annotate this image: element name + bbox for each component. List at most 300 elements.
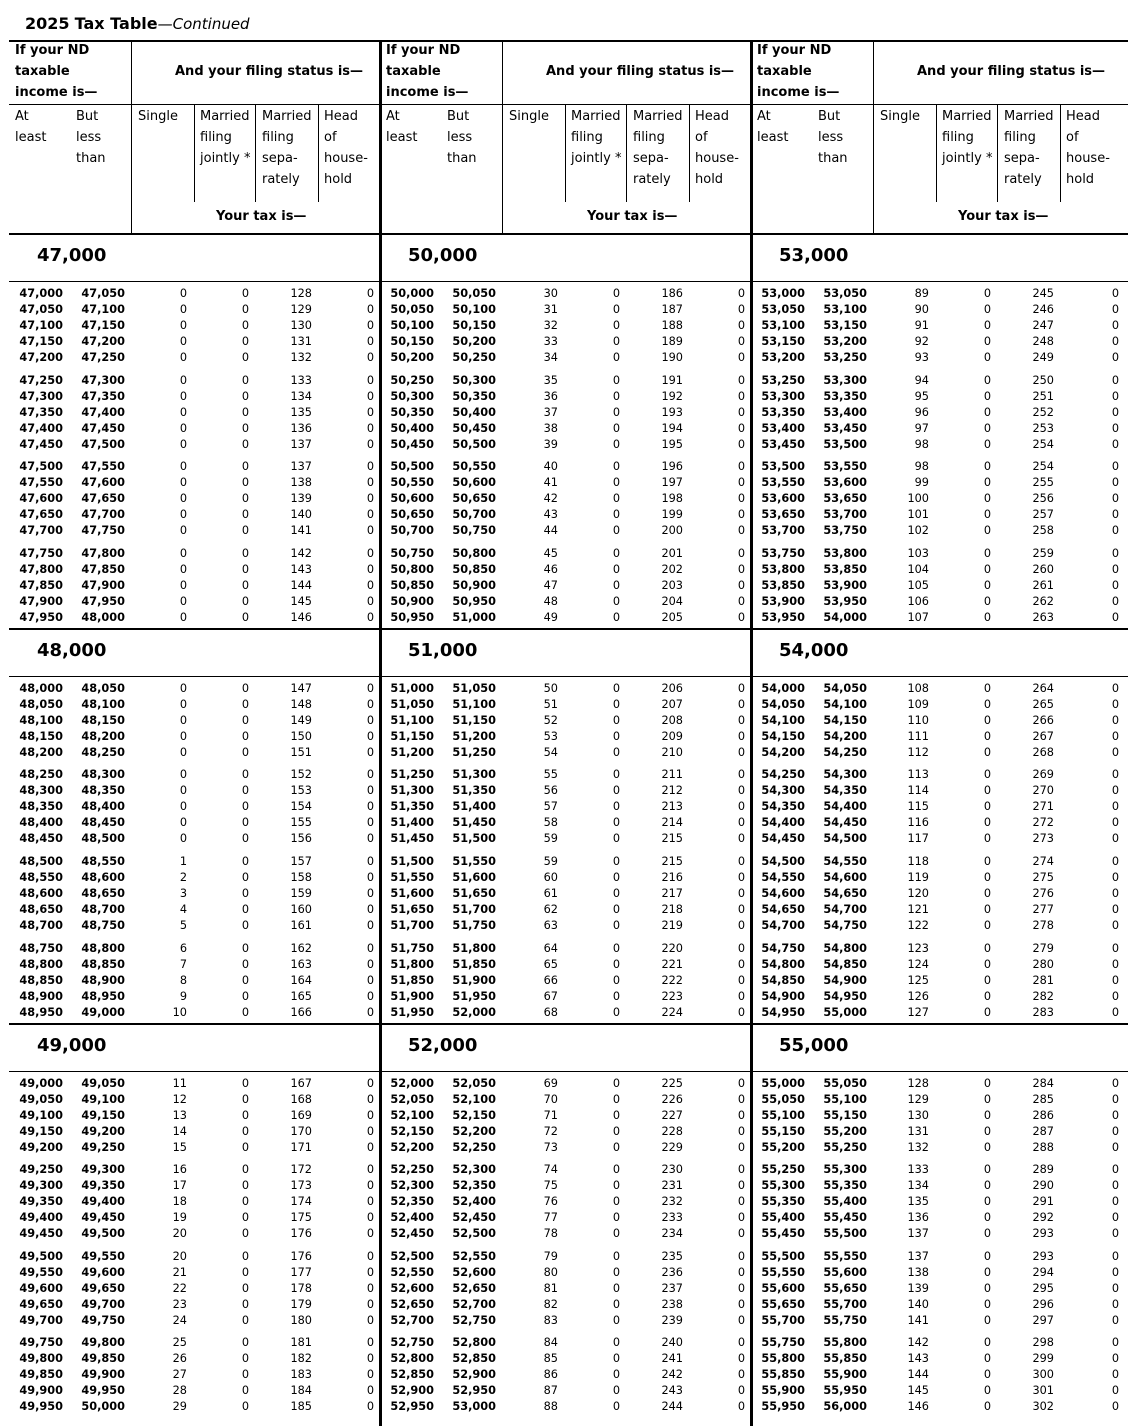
single-tax-cell: 0 [179,287,187,300]
married-jointly-tax-cell: 0 [612,422,620,435]
at-least-cell: 47,800 [19,563,63,576]
married-separately-tax-cell: 209 [661,730,683,743]
at-least-cell: 52,300 [390,1179,434,1192]
at-least-cell: 48,350 [19,800,63,813]
but-less-cell: 50,750 [452,524,496,537]
at-least-cell: 47,400 [19,422,63,435]
table-row [9,578,380,594]
single-tax-cell: 0 [179,800,187,813]
married-separately-tax-cell: 170 [290,1125,312,1138]
at-least-cell: 47,550 [19,476,63,489]
married-jointly-tax-cell: 0 [241,887,249,900]
at-least-cell: 47,450 [19,438,63,451]
head-of-household-tax-cell: 0 [366,563,374,576]
single-tax-cell: 88 [543,1400,558,1413]
head-of-household-header: house- [695,151,739,166]
but-less-cell: 51,800 [452,942,496,955]
married-separately-header: filing [1004,130,1036,145]
income-header: income is— [15,85,98,100]
single-tax-cell: 28 [172,1384,187,1397]
table-row [380,1092,751,1108]
head-of-household-tax-cell: 0 [366,1368,374,1381]
table-row [751,373,1128,389]
at-least-cell: 47,100 [19,319,63,332]
married-jointly-tax-cell: 0 [983,816,991,829]
head-of-household-tax-cell: 0 [737,1109,745,1122]
head-of-household-tax-cell: 0 [737,351,745,364]
but-less-cell: 48,350 [81,784,125,797]
table-row [9,405,380,421]
but-less-cell: 52,250 [452,1141,496,1154]
married-separately-tax-cell: 188 [661,319,683,332]
but-less-cell: 49,900 [81,1368,125,1381]
married-separately-tax-cell: 197 [661,476,683,489]
married-separately-tax-cell: 296 [1032,1298,1054,1311]
head-of-household-tax-cell: 0 [1111,1077,1119,1090]
married-jointly-tax-cell: 0 [241,460,249,473]
head-of-household-tax-cell: 0 [1111,460,1119,473]
at-least-cell: 49,450 [19,1227,63,1240]
but-less-cell: 55,550 [823,1250,867,1263]
column-divider [997,104,998,202]
head-of-household-tax-cell: 0 [1111,508,1119,521]
but-less-cell: 48,600 [81,871,125,884]
married-jointly-tax-cell: 0 [241,816,249,829]
table-row [751,1092,1128,1108]
table-row [751,1265,1128,1281]
head-of-household-tax-cell: 0 [737,768,745,781]
single-tax-cell: 86 [543,1368,558,1381]
married-jointly-tax-cell: 0 [612,508,620,521]
married-jointly-tax-cell: 0 [983,1368,991,1381]
but-less-cell: 53,350 [823,390,867,403]
head-of-household-tax-cell: 0 [737,1125,745,1138]
but-less-cell: 47,850 [81,563,125,576]
table-row [9,507,380,523]
married-separately-tax-cell: 251 [1032,390,1054,403]
single-tax-cell: 22 [172,1282,187,1295]
head-of-household-tax-cell: 0 [1111,682,1119,695]
but-less-cell: 54,900 [823,974,867,987]
at-least-cell: 47,000 [19,287,63,300]
married-jointly-tax-cell: 0 [612,800,620,813]
married-jointly-tax-cell: 0 [241,508,249,521]
table-row [9,475,380,491]
but-less-cell: 51,750 [452,919,496,932]
at-least-cell: 47,900 [19,595,63,608]
married-jointly-tax-cell: 0 [983,1195,991,1208]
married-jointly-tax-cell: 0 [241,1006,249,1019]
married-separately-tax-cell: 152 [290,768,312,781]
married-separately-tax-cell: 211 [661,768,683,781]
married-jointly-tax-cell: 0 [241,1195,249,1208]
married-jointly-header: filing [571,130,603,145]
head-of-household-tax-cell: 0 [1111,579,1119,592]
head-of-household-tax-cell: 0 [1111,1266,1119,1279]
head-of-household-tax-cell: 0 [366,800,374,813]
married-jointly-tax-cell: 0 [612,746,620,759]
head-of-household-tax-cell: 0 [1111,1163,1119,1176]
single-tax-cell: 139 [907,1282,929,1295]
married-separately-tax-cell: 131 [290,335,312,348]
married-jointly-tax-cell: 0 [612,1006,620,1019]
table-row [751,594,1128,610]
at-least-cell: 55,150 [761,1125,805,1138]
single-tax-cell: 37 [543,406,558,419]
table-row [380,421,751,437]
head-of-household-tax-cell: 0 [737,1141,745,1154]
at-least-cell: 50,450 [390,438,434,451]
single-tax-cell: 55 [543,768,558,781]
column-divider [689,104,690,202]
married-separately-tax-cell: 133 [290,374,312,387]
head-of-household-tax-cell: 0 [737,730,745,743]
at-least-cell: 53,500 [761,460,805,473]
at-least-cell: 55,500 [761,1250,805,1263]
married-separately-tax-cell: 139 [290,492,312,505]
head-of-household-tax-cell: 0 [366,1077,374,1090]
head-of-household-tax-cell: 0 [737,1250,745,1263]
at-least-cell: 55,750 [761,1336,805,1349]
married-separately-tax-cell: 154 [290,800,312,813]
single-tax-cell: 3 [179,887,187,900]
married-separately-tax-cell: 207 [661,698,683,711]
married-separately-tax-cell: 212 [661,784,683,797]
table-row [751,350,1128,366]
but-less-cell: 49,650 [81,1282,125,1295]
but-less-cell: 49,500 [81,1227,125,1240]
married-jointly-tax-cell: 0 [241,1266,249,1279]
single-tax-cell: 142 [907,1336,929,1349]
but-less-cell: 51,450 [452,816,496,829]
table-section [380,40,751,1426]
table-row [380,1281,751,1297]
single-tax-cell: 16 [172,1163,187,1176]
but-less-cell: 51,650 [452,887,496,900]
married-separately-tax-cell: 176 [290,1250,312,1263]
table-row [9,831,380,847]
title-text: Tax Table [74,14,158,33]
single-tax-cell: 33 [543,335,558,348]
married-jointly-tax-cell: 0 [241,422,249,435]
married-separately-tax-cell: 221 [661,958,683,971]
but-less-cell: 51,900 [452,974,496,987]
table-row [751,1124,1128,1140]
head-of-household-tax-cell: 0 [1111,476,1119,489]
married-jointly-tax-cell: 0 [983,476,991,489]
column-divider [565,104,566,202]
head-of-household-tax-cell: 0 [1111,1298,1119,1311]
at-least-cell: 51,400 [390,816,434,829]
at-least-cell: 48,600 [19,887,63,900]
single-tax-cell: 111 [907,730,929,743]
table-row [380,783,751,799]
at-least-cell: 50,850 [390,579,434,592]
married-jointly-tax-cell: 0 [241,942,249,955]
married-jointly-tax-cell: 0 [612,1298,620,1311]
married-separately-tax-cell: 190 [661,351,683,364]
head-of-household-tax-cell: 0 [737,942,745,955]
at-least-cell: 51,200 [390,746,434,759]
married-separately-header: rately [633,172,671,187]
single-tax-cell: 50 [543,682,558,695]
but-less-cell: 47,600 [81,476,125,489]
single-tax-cell: 138 [907,1266,929,1279]
single-tax-cell: 113 [907,768,929,781]
table-row [380,1226,751,1242]
married-separately-tax-cell: 194 [661,422,683,435]
married-separately-tax-cell: 182 [290,1352,312,1365]
at-least-cell: 49,600 [19,1282,63,1295]
single-tax-cell: 0 [179,832,187,845]
but-less-cell: 48,100 [81,698,125,711]
married-separately-tax-cell: 148 [290,698,312,711]
single-tax-cell: 7 [179,958,187,971]
table-row [751,1351,1128,1367]
married-separately-tax-cell: 287 [1032,1125,1054,1138]
single-tax-cell: 35 [543,374,558,387]
table-row [751,1108,1128,1124]
married-separately-tax-cell: 288 [1032,1141,1054,1154]
single-tax-cell: 83 [543,1314,558,1327]
at-least-cell: 51,700 [390,919,434,932]
head-of-household-tax-cell: 0 [1111,714,1119,727]
at-least-cell: 50,800 [390,563,434,576]
table-row [751,1383,1128,1399]
married-jointly-tax-cell: 0 [241,990,249,1003]
table-row [751,989,1128,1005]
single-tax-cell: 51 [543,698,558,711]
at-least-cell: 48,150 [19,730,63,743]
head-of-household-tax-cell: 0 [737,303,745,316]
head-of-household-tax-cell: 0 [737,1400,745,1413]
but-less-cell: 48,150 [81,714,125,727]
at-least-cell: 55,650 [761,1298,805,1311]
column-divider [194,104,195,202]
head-of-household-tax-cell: 0 [1111,784,1119,797]
head-of-household-tax-cell: 0 [737,579,745,592]
single-tax-cell: 71 [543,1109,558,1122]
but-less-cell: 53,750 [823,524,867,537]
married-separately-tax-cell: 270 [1032,784,1054,797]
single-tax-cell: 79 [543,1250,558,1263]
head-of-household-tax-cell: 0 [366,768,374,781]
at-least-cell: 51,650 [390,903,434,916]
table-row [751,1297,1128,1313]
table-row [9,918,380,934]
at-least-cell: 49,150 [19,1125,63,1138]
married-jointly-tax-cell: 0 [241,919,249,932]
head-of-household-tax-cell: 0 [1111,1227,1119,1240]
at-least-cell: 51,150 [390,730,434,743]
married-separately-tax-cell: 226 [661,1093,683,1106]
at-least-cell: 55,300 [761,1179,805,1192]
married-separately-tax-cell: 231 [661,1179,683,1192]
table-row [9,1194,380,1210]
table-row [380,1210,751,1226]
table-row [380,870,751,886]
single-tax-cell: 0 [179,508,187,521]
at-least-cell: 54,000 [761,682,805,695]
but-less-cell: 54,300 [823,768,867,781]
head-of-household-tax-cell: 0 [737,460,745,473]
but-less-cell: 51,100 [452,698,496,711]
at-least-cell: 50,150 [390,335,434,348]
head-of-household-tax-cell: 0 [737,335,745,348]
head-of-household-tax-cell: 0 [1111,871,1119,884]
married-jointly-tax-cell: 0 [983,990,991,1003]
but-less-cell: 53,800 [823,547,867,560]
but-less-cell: 53,400 [823,406,867,419]
married-separately-tax-cell: 150 [290,730,312,743]
married-jointly-tax-cell: 0 [241,319,249,332]
married-jointly-tax-cell: 0 [241,351,249,364]
table-row [9,1399,380,1415]
table-row [9,957,380,973]
head-of-household-tax-cell: 0 [1111,351,1119,364]
married-separately-tax-cell: 266 [1032,714,1054,727]
married-separately-tax-cell: 264 [1032,682,1054,695]
head-of-household-tax-cell: 0 [366,1006,374,1019]
table-row [9,1383,380,1399]
table-row [751,437,1128,453]
married-separately-tax-cell: 229 [661,1141,683,1154]
married-separately-tax-cell: 298 [1032,1336,1054,1349]
married-jointly-tax-cell: 0 [241,547,249,560]
married-separately-tax-cell: 137 [290,460,312,473]
married-separately-tax-cell: 283 [1032,1006,1054,1019]
at-least-cell: 48,200 [19,746,63,759]
married-separately-tax-cell: 269 [1032,768,1054,781]
married-separately-tax-cell: 234 [661,1227,683,1240]
married-separately-tax-cell: 224 [661,1006,683,1019]
married-separately-tax-cell: 179 [290,1298,312,1311]
single-tax-cell: 59 [543,832,558,845]
but-less-cell: 48,300 [81,768,125,781]
married-jointly-tax-cell: 0 [983,1093,991,1106]
but-less-cell: 52,900 [452,1368,496,1381]
married-jointly-tax-cell: 0 [983,958,991,971]
head-of-household-tax-cell: 0 [737,1227,745,1240]
head-of-household-header: house- [324,151,368,166]
table-row [9,491,380,507]
married-jointly-tax-cell: 0 [612,611,620,624]
but-less-cell: 52,800 [452,1336,496,1349]
married-separately-tax-cell: 185 [290,1400,312,1413]
table-row [9,767,380,783]
head-of-household-tax-cell: 0 [1111,422,1119,435]
married-separately-tax-cell: 233 [661,1211,683,1224]
at-least-cell: 49,950 [19,1400,63,1413]
head-of-household-tax-cell: 0 [1111,1250,1119,1263]
married-separately-tax-cell: 178 [290,1282,312,1295]
married-jointly-tax-cell: 0 [241,406,249,419]
but-less-cell: 50,250 [452,351,496,364]
filing-status-header: And your filing status is— [175,64,364,79]
married-separately-tax-cell: 135 [290,406,312,419]
but-less-cell: 51,200 [452,730,496,743]
single-tax-cell: 1 [179,855,187,868]
but-less-cell: 47,900 [81,579,125,592]
married-separately-tax-cell: 250 [1032,374,1054,387]
single-tax-cell: 101 [907,508,929,521]
table-row [9,1108,380,1124]
at-least-cell: 53,750 [761,547,805,560]
single-tax-cell: 11 [172,1077,187,1090]
married-jointly-tax-cell: 0 [983,800,991,813]
table-row [380,918,751,934]
single-tax-cell: 0 [179,682,187,695]
head-of-household-tax-cell: 0 [737,1384,745,1397]
but-less-cell: 53,700 [823,508,867,521]
but-less-cell: 53,900 [823,579,867,592]
married-jointly-tax-cell: 0 [983,351,991,364]
but-less-cell: 49,850 [81,1352,125,1365]
but-less-cell: 55,350 [823,1179,867,1192]
married-separately-tax-cell: 142 [290,547,312,560]
married-separately-tax-cell: 220 [661,942,683,955]
but-less-cell: 47,550 [81,460,125,473]
column-divider [936,104,937,202]
table-row [9,1210,380,1226]
but-less-cell: 52,500 [452,1227,496,1240]
at-least-cell: 52,650 [390,1298,434,1311]
single-tax-cell: 0 [179,698,187,711]
single-tax-cell: 128 [907,1077,929,1090]
head-of-household-header: hold [324,172,353,187]
head-of-household-tax-cell: 0 [366,746,374,759]
head-of-household-tax-cell: 0 [737,1368,745,1381]
at-least-cell: 53,050 [761,303,805,316]
married-separately-tax-cell: 240 [661,1336,683,1349]
head-of-household-tax-cell: 0 [366,1384,374,1397]
married-jointly-tax-cell: 0 [241,611,249,624]
married-jointly-tax-cell: 0 [241,800,249,813]
single-tax-cell: 40 [543,460,558,473]
at-least-cell: 54,750 [761,942,805,955]
head-of-household-tax-cell: 0 [1111,990,1119,1003]
table-row [751,745,1128,761]
head-of-household-tax-cell: 0 [366,460,374,473]
married-separately-tax-cell: 278 [1032,919,1054,932]
single-tax-cell: 82 [543,1298,558,1311]
income-header: taxable [15,64,70,79]
head-of-household-tax-cell: 0 [737,1298,745,1311]
married-jointly-tax-cell: 0 [983,768,991,781]
single-tax-cell: 97 [914,422,929,435]
table-row [380,405,751,421]
single-tax-cell: 39 [543,438,558,451]
at-least-cell: 54,150 [761,730,805,743]
married-jointly-tax-cell: 0 [983,887,991,900]
but-less-cell: 52,950 [452,1384,496,1397]
single-tax-cell: 0 [179,579,187,592]
married-jointly-tax-cell: 0 [612,595,620,608]
but-less-cell: 48,450 [81,816,125,829]
thousand-heading: 50,000 [408,245,478,266]
head-of-household-tax-cell: 0 [737,714,745,727]
married-separately-tax-cell: 222 [661,974,683,987]
at-least-cell: 47,350 [19,406,63,419]
income-header: taxable [757,64,812,79]
income-header: If your ND [15,43,90,58]
at-least-cell: 55,350 [761,1195,805,1208]
at-least-cell: 51,550 [390,871,434,884]
head-of-household-tax-cell: 0 [1111,390,1119,403]
single-tax-cell: 10 [172,1006,187,1019]
table-row [751,1399,1128,1415]
but-less-cell: 47,800 [81,547,125,560]
